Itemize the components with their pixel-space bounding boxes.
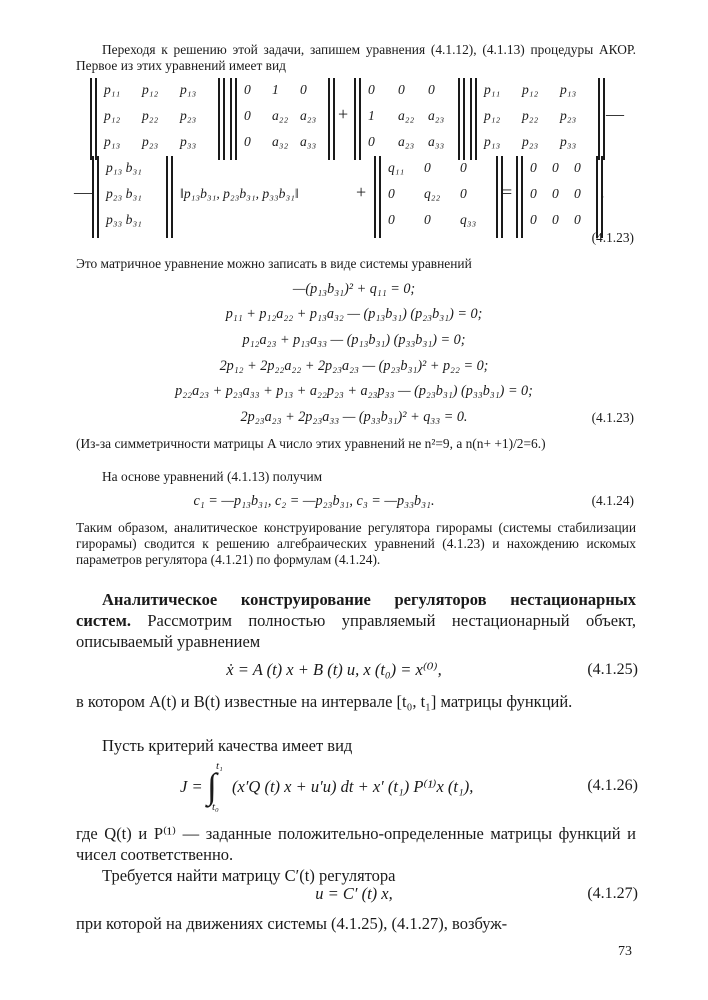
matrix-cell: p₁₃ [484,134,501,149]
section-text: Рассмотрим полностью управляемый нестационарный объект, описываемый уравнением [76,611,636,651]
matrix-bracket [496,156,498,238]
system-equation: 2p₂₃a₂₃ + 2p₂₃a₃₃ — (p₃₃b₃₁)² + q₃₃ = 0. [240,409,468,425]
matrix-bracket [359,78,361,160]
matrix-cell: p₂₃ [142,134,159,149]
matrix-cell: 0 [244,134,251,149]
operator-symbol: + [338,104,349,124]
matrix-cell: 0 [552,160,559,175]
row-vector: ‖p₁₃b₃₁, p₂₃b₃₁, p₃₃b₃₁‖ [180,186,299,201]
matrix-cell: p₃₃ [560,134,577,149]
matrix-cell: 0 [244,108,251,123]
based-on-text: На основе уравнений (4.1.13) получим [102,469,323,484]
matrix-cell: p₁₂ [104,108,121,123]
matrix-bracket [328,78,330,160]
matrix-cell: a₃₃ [300,134,317,149]
matrix-bracket [166,156,168,238]
matrix-cell: 0 [574,160,581,175]
matrix-cell: 0 [460,186,467,201]
eq26-upper-limit: t₁ [216,760,223,772]
where-text: где Q(t) и P⁽¹⁾ — заданные положительно-определенные матрицы функций и чисел соответственно. [76,824,636,864]
matrix-bracket [92,156,94,238]
page-number: 73 [618,944,632,959]
matrix-cell: a₂₂ [272,108,289,123]
conclusion-paragraph: Таким образом, аналитическое конструирование регулятора гирорамы (системы стабилизации гирорамы) сводится к решению алгебраических уравнений (4.1.23) и нахождению искомых параметров регулятора (4.1.21) по формулам (4.1.24). [76,520,636,567]
matrix-cell: p₃₃ b₃₁ [106,212,142,227]
matrix-cell: 0 [428,82,435,97]
matrix-bracket [235,78,237,160]
operator-symbol: — [74,182,92,202]
matrix-equation-row-2 [0,156,708,238]
matrix-equation-row-1 [0,78,708,160]
matrix-cell: p₁₃ [180,82,197,97]
eq26-lhs: J = [180,777,203,796]
matrix-cell: 0 [424,212,431,227]
matrix-cell: 0 [244,82,251,97]
matrix-bracket [470,78,472,160]
system-intro: Это матричное уравнение можно записать в виде системы уравнений [76,256,472,271]
matrix-bracket [223,78,225,160]
matrix-cell: q₃₃ [460,212,477,227]
equation-4-1-25: ẋ = A (t) x + B (t) u, x (t₀) = x⁽⁰⁾, [226,660,442,679]
section-heading: Аналитическое конструирование регуляторов нестационарных систем. [76,590,636,630]
matrix-bracket [230,78,232,160]
matrix-bracket [354,78,356,160]
system-equation: p₂₂a₂₃ + p₂₃a₃₃ + p₁₃ + a₂₂p₂₃ + a₂₃p₃₃ — (p₂₃b₃₁) (p₃₃b₃₁) = 0; [175,383,533,399]
eq26-lower-limit: t₀ [212,801,219,813]
section-paragraph [76,589,636,652]
operator-symbol: — [606,104,624,124]
matrix-cell: 0 [368,82,375,97]
matrix-cell: p₁₁ [104,82,121,97]
operator-symbol: + [356,182,367,202]
equation-number: (4.1.27) [587,885,638,902]
matrix-cell: 0 [398,82,405,97]
equation-number: (4.1.26) [587,777,638,794]
matrix-cell: p₁₃ [560,82,577,97]
matrix-bracket [458,78,460,160]
equation-number: (4.1.23) [591,410,634,425]
matrix-bracket [97,156,99,238]
equation-number: (4.1.24) [591,493,634,508]
matrix-bracket [475,78,477,160]
matrix-cell: 0 [388,186,395,201]
after-25-text: в котором A(t) и B(t) известные на интервале [t₀, t₁] матрицы функций. [76,692,573,711]
matrix-cell: 0 [574,186,581,201]
matrix-cell: a₃₃ [428,134,445,149]
matrix-bracket [598,78,600,160]
matrix-bracket [95,78,97,160]
matrix-cell: 0 [530,160,537,175]
symmetry-note: (Из-за симметричности матрицы A число этих уравнений не n²=9, а n(n+ +1)/2=6.) [76,436,546,451]
matrix-cell: p₁₂ [142,82,159,97]
matrix-cell: q₁₁ [388,160,405,175]
system-equation: 2p₁₂ + 2p₂₂a₂₂ + 2p₂₃a₂₃ — (p₂₃b₃₁)² + p₂₂ = 0; [219,358,489,374]
matrix-cell: 0 [424,160,431,175]
matrix-cell: 1 [368,108,375,123]
eq26-rhs: (x′Q (t) x + u′u) dt + x′ (t₁) P⁽¹⁾x (t₁), [232,777,474,796]
matrix-cell: p₁₃ [104,134,121,149]
matrix-cell: a₂₃ [428,108,445,123]
matrix-bracket [596,156,598,238]
intro-paragraph: Переходя к решению этой задачи, запишем уравнения (4.1.12), (4.1.13) процедуры АКОР. Первое из этих уравнений имеет вид [76,42,636,73]
equation-number: (4.1.23) [591,230,634,245]
matrix-cell: p₂₃ [560,108,577,123]
operator-symbol: = [502,182,513,202]
matrix-cell: 0 [574,212,581,227]
matrix-cell: p₂₂ [142,108,159,123]
matrix-cell: p₂₂ [522,108,539,123]
matrix-cell: q₂₂ [424,186,441,201]
c-equation: c₁ = —p₁₃b₃₁, c₂ = —p₂₃b₃₁, c₃ = —p₃₃b₃₁. [193,493,435,509]
matrix-bracket [374,156,376,238]
matrix-cell: p₁₁ [484,82,501,97]
matrix-cell: p₂₃ [522,134,539,149]
matrix-cell: p₁₃ b₃₁ [106,160,142,175]
matrix-bracket [516,156,518,238]
criterion-intro: Пусть критерий качества имеет вид [102,736,353,755]
matrix-cell: a₂₃ [300,108,317,123]
operator-symbol: . [600,182,605,202]
matrix-cell: 0 [552,186,559,201]
system-equation: p₁₂a₂₃ + p₁₃a₃₃ — (p₁₃b₃₁) (p₃₃b₃₁) = 0; [242,332,466,348]
equation-number: (4.1.25) [587,661,638,678]
system-equation: p₁₁ + p₁₂a₂₂ + p₁₃a₃₂ — (p₁₃b₃₁) (p₂₃b₃₁) = 0; [225,306,483,322]
matrix-cell: a₃₂ [272,134,289,149]
matrix-cell: 1 [272,82,279,97]
matrix-cell: p₂₃ b₃₁ [106,186,142,201]
matrix-cell: 0 [368,134,375,149]
matrix-bracket [218,78,220,160]
matrix-cell: a₂₂ [398,108,415,123]
last-line: при которой на движениях системы (4.1.25), (4.1.27), возбуж- [76,914,508,933]
matrix-bracket [521,156,523,238]
matrix-bracket [333,78,335,160]
matrix-cell: 0 [530,212,537,227]
matrix-cell: 0 [460,160,467,175]
system-equation: —(p₁₃b₃₁)² + q₁₁ = 0; [292,281,416,297]
matrix-cell: 0 [300,82,307,97]
matrix-cell: p₃₃ [180,134,197,149]
matrix-cell: p₂₃ [180,108,197,123]
equation-4-1-27: u = C′ (t) x, [315,884,393,903]
matrix-bracket [171,156,173,238]
required-text: Требуется найти матрицу C′(t) регулятора [102,866,396,885]
matrix-bracket [379,156,381,238]
matrix-cell: 0 [552,212,559,227]
matrix-bracket [90,78,92,160]
matrix-bracket [603,78,605,160]
matrix-bracket [463,78,465,160]
matrix-cell: 0 [388,212,395,227]
integral-sign: ∫ [207,766,217,806]
matrix-cell: p₁₂ [484,108,501,123]
matrix-cell: p₁₂ [522,82,539,97]
matrix-cell: 0 [530,186,537,201]
matrix-cell: a₂₃ [398,134,415,149]
